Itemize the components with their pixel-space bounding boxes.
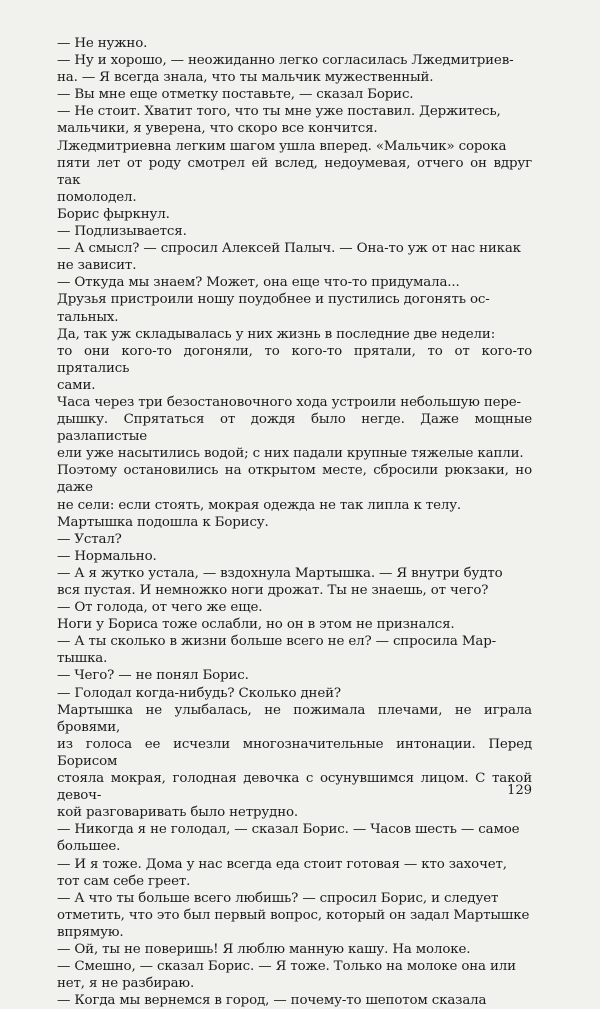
paragraph: — Устал? — [57, 531, 122, 547]
paragraph: — Нормально. — [57, 548, 157, 564]
paragraph: — От голода, от чего же еще. — [57, 600, 263, 616]
paragraph: — Не нужно. — [57, 36, 148, 51]
paragraph: Да, так уж складывалась у них жизнь в последние две недели: то они кого-то догоняли, то кого-то прятали, то от кого-то прятались сами. — [57, 326, 532, 393]
paragraph: — Ну и хорошо, — неожиданно легко согласилась Лжедмитриев- на. — Я всегда знала, что ты мальчик мужественный. — [57, 53, 514, 86]
paragraph: — А смысл? — спросил Алексей Палыч. — Она-то уж от нас никак не зависит. — [57, 241, 521, 274]
paragraph: — Подлизывается. — [57, 224, 187, 240]
paragraph: — Когда мы вернемся в город, — почему-то шепотом сказала — [57, 993, 487, 1009]
paragraph: Мартышка не улыбалась, не пожимала плечами, не играла бровями, из голоса ее исчезли многозначительные интонации. Перед Борисом стояла мокрая, голодная девочка с осунувшимся лицом. С такой девоч- кой разговаривать было нетрудно. — [57, 702, 532, 821]
paragraph: — А что ты больше всего любишь? — спросил Борис, и следует отметить, что это был первый вопрос, который он задал Мартышке впрямую. — [57, 890, 530, 940]
paragraph: Часа через три безостановочного хода устроили небольшую пере- дышку. Спрятаться от дождя было негде. Даже мощные разлапистые ели уже насытились водой; с них падали крупные тяжелые капли. Поэтому остановились на открытом месте, сбросили рюкзаки, но даже не сели: если стоять, мокрая одежда не так липла к телу. — [57, 394, 532, 513]
paragraph: Лжедмитриевна легким шагом ушла вперед. «Мальчик» сорока пяти лет от роду смотрел ей вслед, недоумевая, отчего он вдруг так помолодел. — [57, 138, 532, 205]
page-body-text — [57, 35, 532, 1009]
paragraph: — А ты сколько в жизни больше всего не ел? — спросила Мар- тышка. — [57, 634, 497, 667]
paragraph: — Откуда мы знаем? Может, она еще что-то придумала... — [57, 275, 460, 291]
book-page — [57, 35, 532, 1009]
paragraph: Борис фыркнул. — [57, 206, 170, 222]
paragraph: Ноги у Бориса тоже ослабли, но он в этом не признался. — [57, 617, 455, 633]
paragraph: — А я жутко устала, — вздохнула Мартышка. — Я внутри будто вся пустая. И немножко ноги дрожат. Ты не знаешь, от чего? — [57, 565, 503, 598]
paragraph: — Не стоит. Хватит того, что ты мне уже поставил. Держитесь, мальчики, я уверена, что скоро все кончится. — [57, 104, 501, 137]
paragraph: — Голодал когда-нибудь? Сколько дней? — [57, 685, 341, 701]
paragraph: — И я тоже. Дома у нас всегда еда стоит готовая — кто захочет, тот сам себе греет. — [57, 856, 507, 889]
paragraph: Мартышка подошла к Борису. — [57, 514, 269, 530]
paragraph: Друзья пристроили ношу поудобнее и пустились догонять ос- тальных. — [57, 292, 490, 325]
page-number: 129 — [507, 783, 532, 798]
paragraph: — Ой, ты не поверишь! Я люблю манную кашу. На молоке. — [57, 941, 471, 957]
paragraph: — Никогда я не голодал, — сказал Борис. — Часов шесть — самое большее. — [57, 822, 520, 855]
paragraph: — Смешно, — сказал Борис. — Я тоже. Только на молоке она или нет, я не разбираю. — [57, 959, 516, 992]
paragraph: — Чего? — не понял Борис. — [57, 668, 249, 684]
paragraph: — Вы мне еще отметку поставьте, — сказал Борис. — [57, 87, 414, 103]
